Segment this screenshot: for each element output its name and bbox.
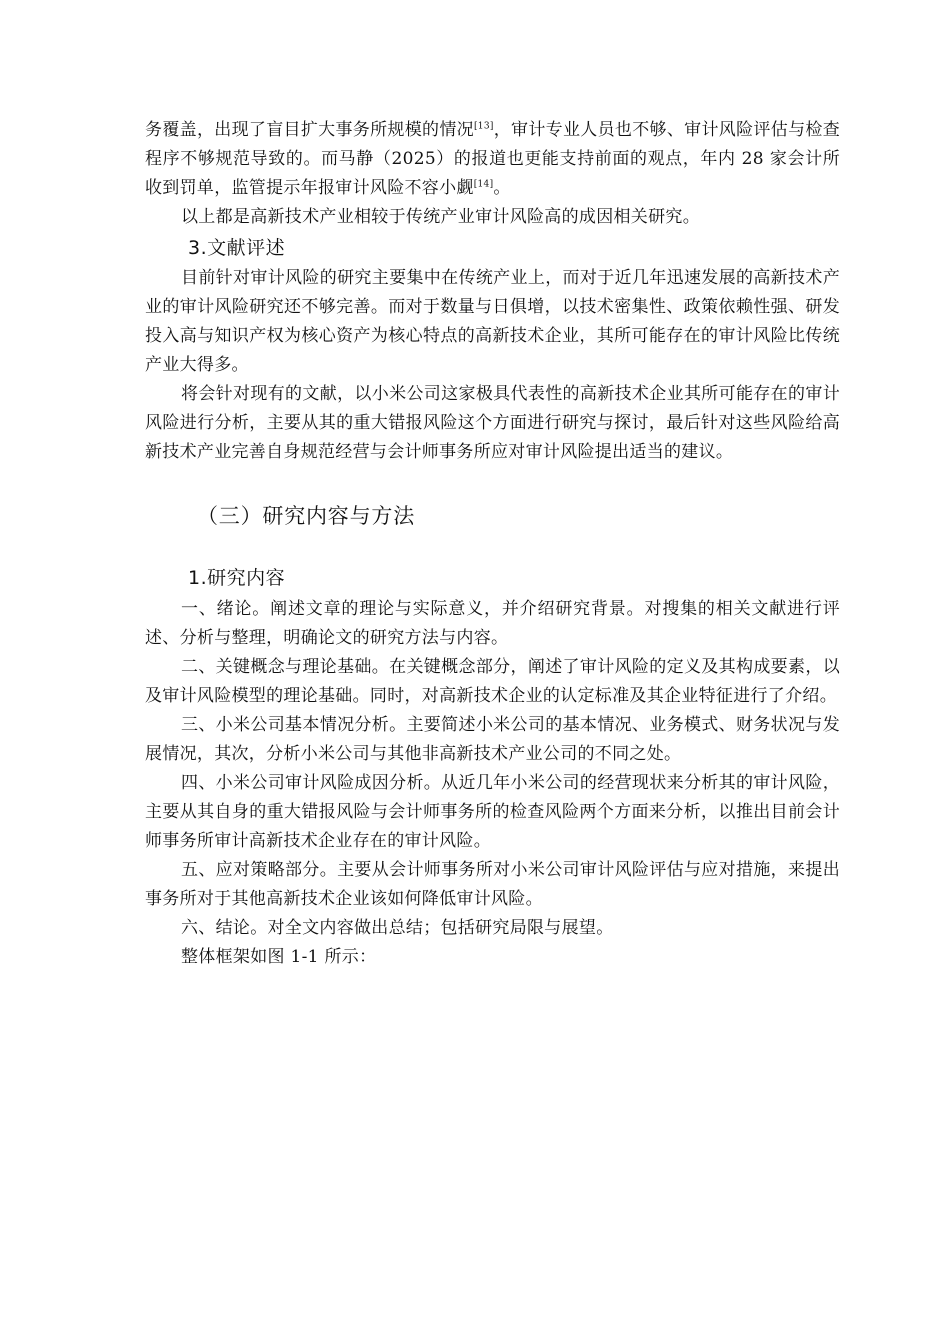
review-paragraph-2: 将会针对现有的文献，以小米公司这家极具代表性的高新技术企业其所可能存在的审计风险进行分析，主要从其的重大错报风险这个方面进行研究与探讨，最后针对这些风险给高新技术产业完善自身规范经营与会计师事务所应对审计风险提出适当的建议。	[145, 384, 840, 462]
intro-paragraph-2: 以上都是高新技术产业相较于传统产业审计风险高的成因相关研究。	[181, 207, 700, 227]
intro-paragraph-1: 务覆盖，出现了盲目扩大事务所规模的情况[13]，审计专业人员也不够、审计风险评估与检查程序不够规范导致的。而马静（2025）的报道也更能支持前面的观点，年内 28 家会计所收到罚单，监管提示年报审计风险不容小觑[14]。	[145, 120, 840, 198]
citation-13: [13]	[474, 121, 494, 132]
framework-reference: 整体框架如图 1-1 所示：	[181, 947, 377, 967]
literature-review-heading: 3.文献评述	[188, 237, 286, 259]
content-item-1: 一、绪论。阐述文章的理论与实际意义，并介绍研究背景。对搜集的相关文献进行评述、分析与整理，明确论文的研究方法与内容。	[145, 599, 840, 648]
content-item-2: 二、关键概念与理论基础。在关键概念部分，阐述了审计风险的定义及其构成要素，以及审计风险模型的理论基础。同时，对高新技术企业的认定标准及其企业特征进行了介绍。	[145, 657, 840, 706]
citation-14: [14]	[473, 179, 494, 190]
content-item-5: 五、应对策略部分。主要从会计师事务所对小米公司审计风险评估与应对措施，来提出事务所对于其他高新技术企业该如何降低审计风险。	[145, 860, 840, 909]
content-item-6: 六、结论。对全文内容做出总结；包括研究局限与展望。	[181, 918, 614, 938]
content-item-4: 四、小米公司审计风险成因分析。从近几年小米公司的经营现状来分析其的审计风险，主要从其自身的重大错报风险与会计师事务所的检查风险两个方面来分析，以推出目前会计师事务所审计高新技术企业存在的审计风险。	[145, 773, 840, 851]
document-page	[145, 116, 840, 972]
review-paragraph-1: 目前针对审计风险的研究主要集中在传统产业上，而对于近几年迅速发展的高新技术产业的审计风险研究还不够完善。而对于数量与日俱增，以技术密集性、政策依赖性强、研发投入高与知识产权为核心资产为核心特点的高新技术企业，其所可能存在的审计风险比传统产业大得多。	[145, 268, 840, 375]
research-content-heading: 1.研究内容	[188, 567, 286, 589]
section-heading-research-content-method: （三）研究内容与方法	[197, 504, 415, 528]
content-item-3: 三、小米公司基本情况分析。主要简述小米公司的基本情况、业务模式、财务状况与发展情况，其次，分析小米公司与其他非高新技术产业公司的不同之处。	[145, 715, 840, 764]
